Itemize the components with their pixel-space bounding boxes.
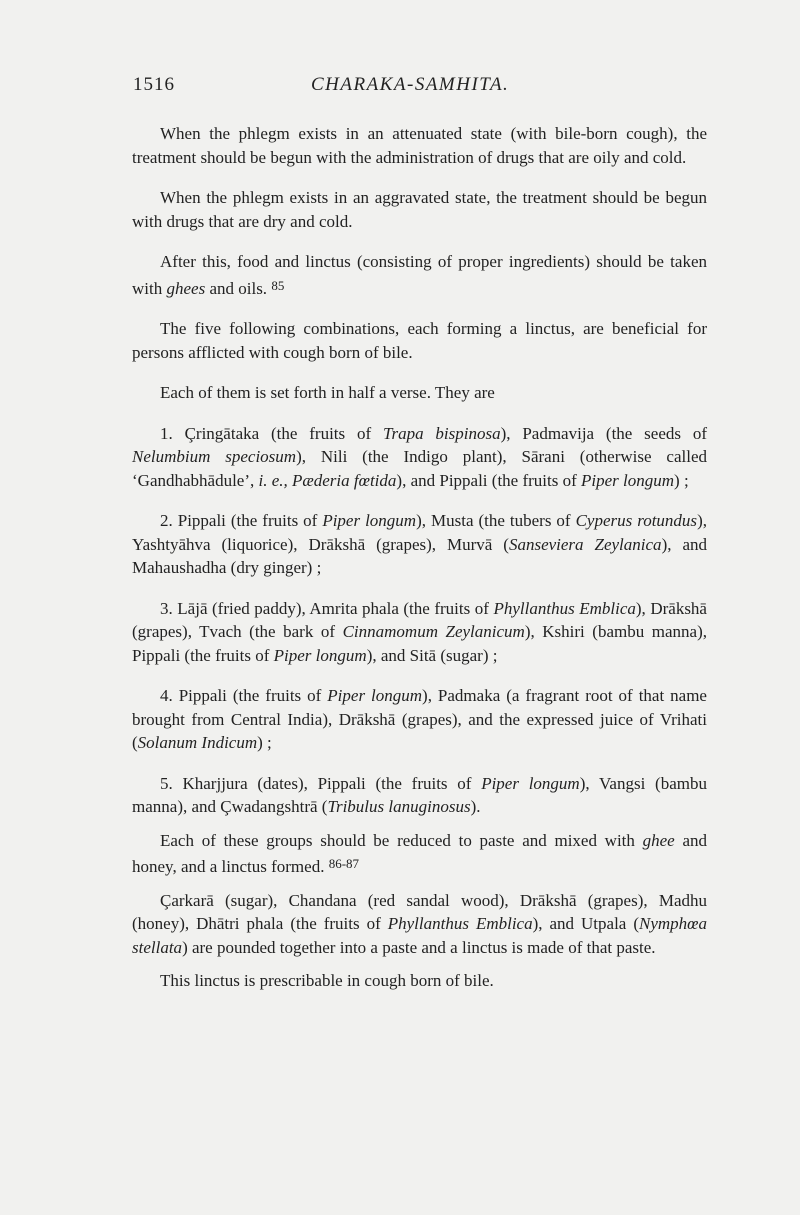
text-run: ).	[470, 797, 481, 816]
text-run: 1. Çringātaka (the fruits of	[160, 423, 383, 443]
paragraph-2: When the phlegm exists in an aggravated state, the treatment should be begun with drugs that are dry and cold.	[132, 188, 707, 231]
italic-term: Nymphœa stellata	[132, 914, 707, 957]
paragraph-3	[132, 250, 707, 300]
running-title: CHARAKA-SAMHITA.	[311, 74, 510, 95]
text-run: 3. Lājā (fried paddy), Amrita phala (the fruits of	[160, 598, 494, 618]
text-run: ) ;	[674, 470, 689, 490]
italic-term: Piper longum	[322, 511, 417, 530]
italic-term: Nelumbium speciosum	[132, 447, 297, 466]
text-run: 4. Pippali (the fruits of	[160, 686, 328, 705]
paragraph-12	[132, 889, 707, 960]
italic-term: Phyllanthus Emblica	[387, 914, 533, 933]
text-run: After this, food and linctus (consisting of proper ingredients) should be taken with	[132, 252, 707, 298]
text-run: ), Vangsi (bambu manna), and Çwadangshtrā (	[132, 773, 707, 816]
text-run: and honey, and a linctus formed.	[132, 830, 708, 876]
text-run: ), Yashtyāhva (liquorice), Drākshā (grapes), Murvā (	[132, 511, 707, 554]
text-run: ) ;	[257, 733, 272, 752]
text-run: ), and Pippali (the fruits of	[396, 470, 582, 490]
italic-term: Cyperus rotundus	[575, 511, 698, 530]
paragraph-11	[132, 829, 707, 879]
page-body	[132, 122, 707, 1010]
paragraph-13: This linctus is prescribable in cough born of bile.	[160, 971, 494, 990]
list-item-5	[132, 772, 707, 819]
italic-term: Trapa bispinosa	[382, 423, 501, 443]
text-run: ), Padmaka (a fragrant root of that name brought from Central India), Drākshā (grapes), and the expressed juice of Vrihati (	[132, 686, 707, 752]
text-run: and oils.	[205, 278, 268, 298]
list-item-1	[132, 422, 707, 493]
list-item-3	[132, 597, 707, 668]
italic-term: Tribulus lanuginosus	[327, 797, 471, 816]
italic-term: i. e., Pæderia fœtida	[258, 470, 397, 490]
italic-term: Piper longum	[327, 686, 423, 705]
italic-term: ghees	[166, 278, 206, 298]
page-number: 1516	[133, 74, 175, 95]
italic-term: Phyllanthus Emblica	[493, 598, 636, 618]
italic-term: Sanseviera Zeylanica	[508, 534, 662, 554]
list-item-2	[132, 509, 707, 580]
page-header	[133, 74, 713, 102]
text-run: ), Musta (the tubers of	[416, 511, 576, 530]
italic-term: Solanum Indicum	[137, 733, 258, 752]
text-run: ), Nili (the Indigo plant), Sārani (otherwise called ‘Gandhabhādule’,	[132, 447, 707, 490]
text-run: 2. Pippali (the fruits of	[160, 511, 323, 530]
italic-term: Piper longum	[481, 773, 580, 793]
text-run: ), and Mahaushadha (dry ginger) ;	[132, 534, 707, 577]
list-item-4	[132, 684, 707, 755]
text-run: ) are pounded together into a paste and a linctus is made of that paste.	[182, 937, 656, 957]
italic-term: Cinnamomum Zeylanicum	[342, 622, 525, 641]
text-run: ), Padmavija (the seeds of	[500, 423, 707, 443]
text-run: ), Kshiri (bambu manna), Pippali (the fruits of	[132, 622, 707, 665]
text-run: ), and Sitā (sugar) ;	[366, 645, 498, 665]
italic-term: ghee	[642, 830, 675, 850]
text-run: Each of these groups should be reduced to paste and mixed with	[160, 830, 643, 850]
paragraph-4: The five following combinations, each forming a linctus, are beneficial for persons afflicted with cough born of bile.	[132, 319, 707, 362]
italic-term: Piper longum	[273, 645, 367, 665]
text-run: 5. Kharjjura (dates), Pippali (the fruits of	[160, 773, 482, 793]
text-run: Çarkarā (sugar), Chandana (red sandal wood), Drākshā (grapes), Madhu (honey), Dhātri phala (the fruits of	[132, 890, 707, 933]
paragraph-1: When the phlegm exists in an attenuated state (with bile-born cough), the treatment should be begun with the administration of drugs that are oily and cold.	[132, 124, 707, 167]
italic-term: Piper longum	[581, 470, 675, 490]
text-run: ), and Utpala (	[532, 914, 639, 933]
verse-number: 85	[271, 277, 285, 293]
paragraph-5: Each of them is set forth in half a verse. They are	[160, 383, 495, 402]
verse-number: 86-87	[328, 856, 360, 871]
text-run: ), Drākshā (grapes), Tvach (the bark of	[132, 598, 707, 641]
